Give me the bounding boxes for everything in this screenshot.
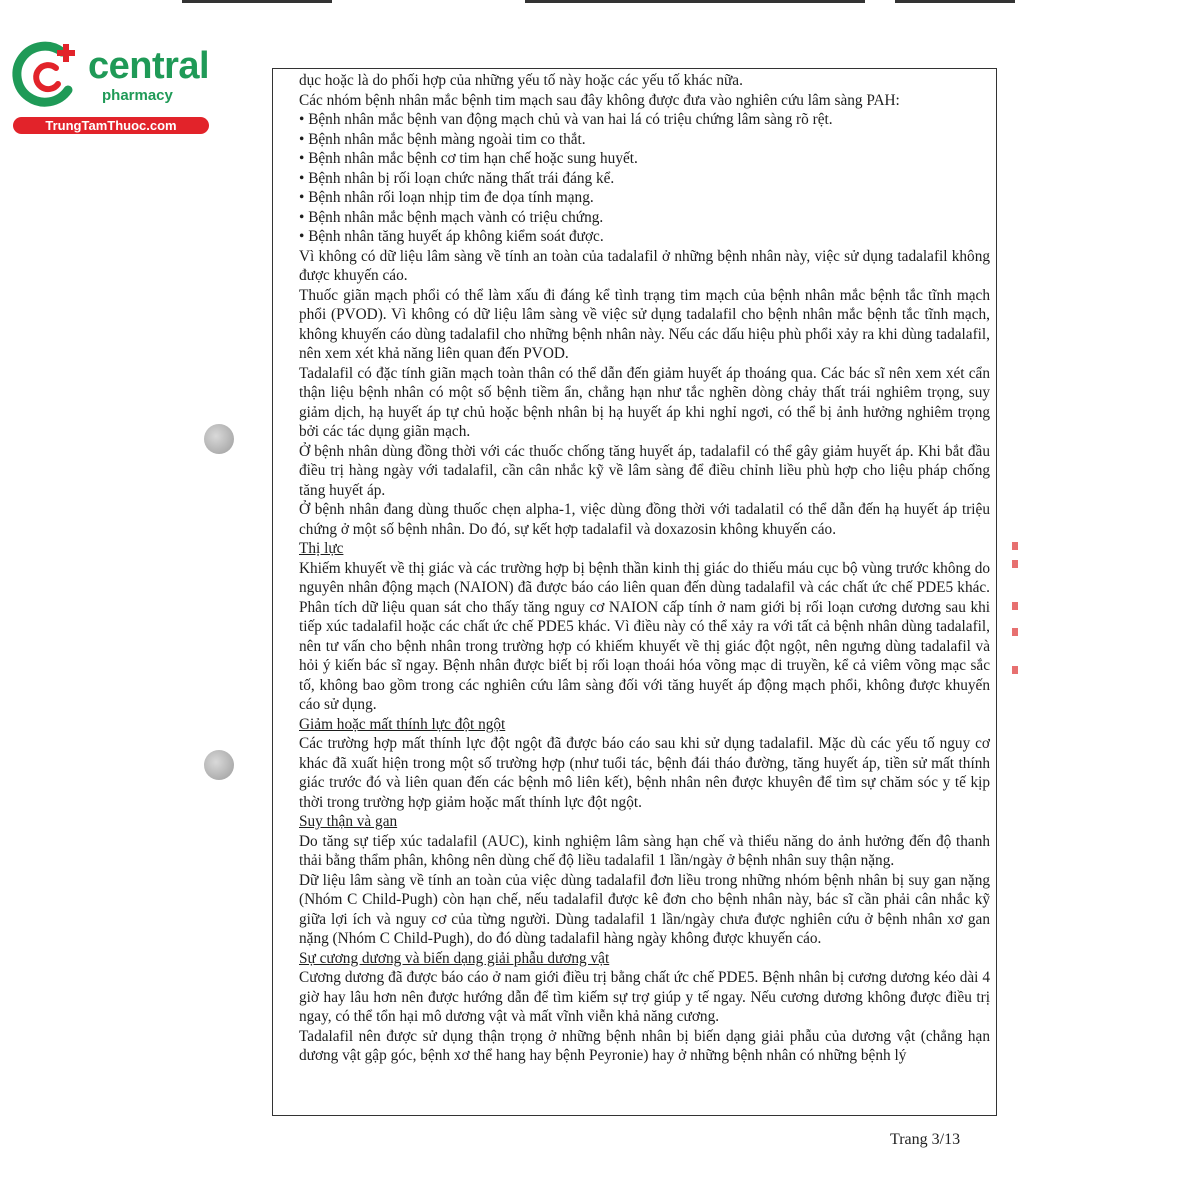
list-item: • Bệnh nhân mắc bệnh mạch vành có triệu chứng.: [299, 208, 604, 226]
paragraph: Các nhóm bệnh nhân mắc bệnh tim mạch sau đây không được đưa vào nghiên cứu lâm sàng PAH:: [299, 91, 900, 109]
paragraph: Ở bệnh nhân dùng đồng thời với các thuốc chống tăng huyết áp, tadalafil có thể gây giảm huyết áp. Khi bắt đầu điều trị hàng ngày với tadalafil, cần cân nhắc kỹ về lâm sàng để điều chỉnh liều phù hợp cho liệu pháp chống tăng huyết áp.: [299, 442, 990, 499]
paragraph: Tadalafil nên được sử dụng thận trọng ở những bệnh nhân bị biến dạng giải phẫu của dương vật (chẳng hạn dương vật gập góc, bệnh xơ thể hang hay bệnh Peyronie) hay ở những bệnh nhân có những bệnh lý: [299, 1027, 990, 1064]
logo-brand-sub: pharmacy: [102, 87, 173, 104]
scan-edge-line: [525, 0, 865, 3]
punch-hole: [204, 750, 234, 780]
list-item: • Bệnh nhân rối loạn nhịp tim đe dọa tính mạng.: [299, 189, 594, 206]
paragraph: Cương dương đã được báo cáo ở nam giới điều trị bằng chất ức chế PDE5. Bệnh nhân bị cương dương kéo dài 4 giờ hay lâu hơn nên được hướng dẫn để tìm kiếm sự trợ giúp y tế ngay. Nếu cương dương không được điều trị ngay, có thể tổn hại mô dương vật và mất vĩnh viễn khả năng cương.: [299, 969, 990, 1025]
scan-edge-line: [895, 0, 1015, 3]
paragraph: dục hoặc là do phối hợp của những yếu tố này hoặc các yếu tố khác nữa.: [299, 72, 743, 89]
list-item: • Bệnh nhân tăng huyết áp không kiểm soát được.: [299, 228, 604, 245]
punch-hole: [204, 424, 234, 454]
page-number: Trang 3/13: [890, 1131, 961, 1148]
list-item: • Bệnh nhân mắc bệnh van động mạch chủ và van hai lá có triệu chứng lâm sàng rõ rệt.: [299, 111, 833, 128]
list-item: • Bệnh nhân mắc bệnh cơ tim hạn chế hoặc sung huyết.: [299, 150, 638, 167]
paragraph: Vì không có dữ liệu lâm sàng về tính an toàn của tadalafil ở những bệnh nhân này, việc sử dụng tadalafil không được khuyến cáo.: [299, 247, 990, 284]
paragraph: Các trường hợp mất thính lực đột ngột đã được báo cáo sau khi sử dụng tadalafil. Mặc dù các yếu tố nguy cơ khác đã xuất hiện trong một số trường hợp (như tuổi tác, bệnh đái tháo đường, tăng huyết áp, tiền sử mất thính giác trước đó và liên quan đến các bệnh mô liên kết), bệnh nhân nên được khuyên để tìm sự chăm sóc y tế kịp thời trong trường hợp giảm hoặc mất thính lực đột ngột.: [299, 735, 990, 811]
logo-brand-name: central: [88, 45, 210, 87]
document-frame: [272, 68, 997, 1116]
scan-edge-line: [182, 0, 332, 3]
scan-edge-marks: [1008, 540, 1022, 690]
central-pharmacy-logo[interactable]: [10, 38, 220, 138]
section-heading-hearing: Giảm hoặc mất thính lực đột ngột: [299, 715, 506, 733]
paragraph: Dữ liệu lâm sàng về tính an toàn của việc dùng tadalafil đơn liều trong những nhóm bệnh nhân bị suy gan nặng (Nhóm C Child-Pugh) còn hạn chế, nếu tadalafil được kê đơn cho bệnh nhân này, bác sĩ cần phải cân nhắc kỹ giữa lợi ích và nguy cơ của từng người. Dùng tadalafil 1 lần/ngày chưa được nghiên cứu ở bệnh nhân xơ gan nặng (Nhóm C Child-Pugh), do đó dùng tadalafil hàng ngày không được khuyến cáo.: [299, 871, 990, 947]
paragraph: Do tăng sự tiếp xúc tadalafil (AUC), kinh nghiệm lâm sàng hạn chế và thiểu năng do ảnh hưởng đến độ thanh thải bằng thẩm phân, không nên dùng chế độ liều tadalafil 1 lần/ngày ở bệnh nhân suy thận nặng.: [299, 832, 990, 869]
logo-url-badge: TrungTamThuoc.com: [13, 117, 209, 134]
list-item: • Bệnh nhân mắc bệnh màng ngoài tim co thắt.: [299, 130, 586, 148]
paragraph: Ở bệnh nhân đang dùng thuốc chẹn alpha-1, việc dùng đồng thời với tadalatil có thể dẫn đến hạ huyết áp triệu chứng ở một số bệnh nhân. Do đó, sự kết hợp tadalafil và doxazosin không khuyến cáo.: [299, 501, 990, 538]
paragraph: Khiếm khuyết về thị giác và các trường hợp bị bệnh thần kinh thị giác do thiếu máu cục bộ vùng trước không do nguyên nhân động mạch (NAION) đã được báo cáo liên quan đến dùng tadalafil và các chất ức chế PDE5 khác. Phân tích dữ liệu quan sát cho thấy tăng nguy cơ NAION cấp tính ở nam giới bị rối loạn cương dương sau khi tiếp xúc tadalafil hoặc các chất ức chế PDE5 khác. Vì điều này có thể xảy ra với tất cả bệnh nhân dùng tadalafil, nên tư vấn cho bệnh nhân trong trường hợp có khiếm khuyết về thị giác đột ngột, nên ngưng dùng tadalafil và hỏi ý kiến bác sĩ ngay. Bệnh nhân được biết bị rối loạn thoái hóa võng mạc di truyền, kể cả viêm võng mạc sắc tố, không bao gồm trong các nghiên cứu lâm sàng đối với tăng huyết áp động mạch phổi, không được khuyến cáo sử dụng.: [299, 559, 990, 713]
paragraph: Tadalafil có đặc tính giãn mạch toàn thân có thể dẫn đến giảm huyết áp thoáng qua. Các bác sĩ nên xem xét cẩn thận liệu bệnh nhân có một số bệnh tiềm ẩn, chẳng hạn như tắc nghẽn dòng chảy thất trái nghiêm trọng, suy giảm dịch, hạ huyết áp tự chủ hoặc bệnh nhân bị hạ huyết áp khi nghỉ ngơi, có thể bị ảnh hưởng nghiêm trọng bởi các tác dụng giãn mạch.: [299, 364, 990, 440]
paragraph: Thuốc giãn mạch phổi có thể làm xấu đi đáng kể tình trạng tim mạch của bệnh nhân mắc bệnh tắc tĩnh mạch phổi (PVOD). Vì không có dữ liệu lâm sàng về việc sử dụng tadalafil cho bệnh nhân mắc bệnh tắc tĩnh mạch, không khuyến cáo dùng tadalafil cho những bệnh nhân này. Nếu các dấu hiệu phù phổi xảy ra khi dùng tadalafil, nên xem xét khả năng liên quan đến PVOD.: [299, 286, 990, 362]
pharmacy-cross-icon: [10, 38, 88, 116]
document-body: [299, 71, 990, 1066]
bullet-list: [299, 110, 990, 247]
list-item: • Bệnh nhân bị rối loạn chức năng thất trái đáng kể.: [299, 169, 615, 187]
section-heading-vision: Thị lực: [299, 540, 344, 557]
section-heading-renal: Suy thận và gan: [299, 813, 398, 830]
section-heading-erection: Sự cương dương và biến dạng giải phẫu dương vật: [299, 949, 610, 967]
